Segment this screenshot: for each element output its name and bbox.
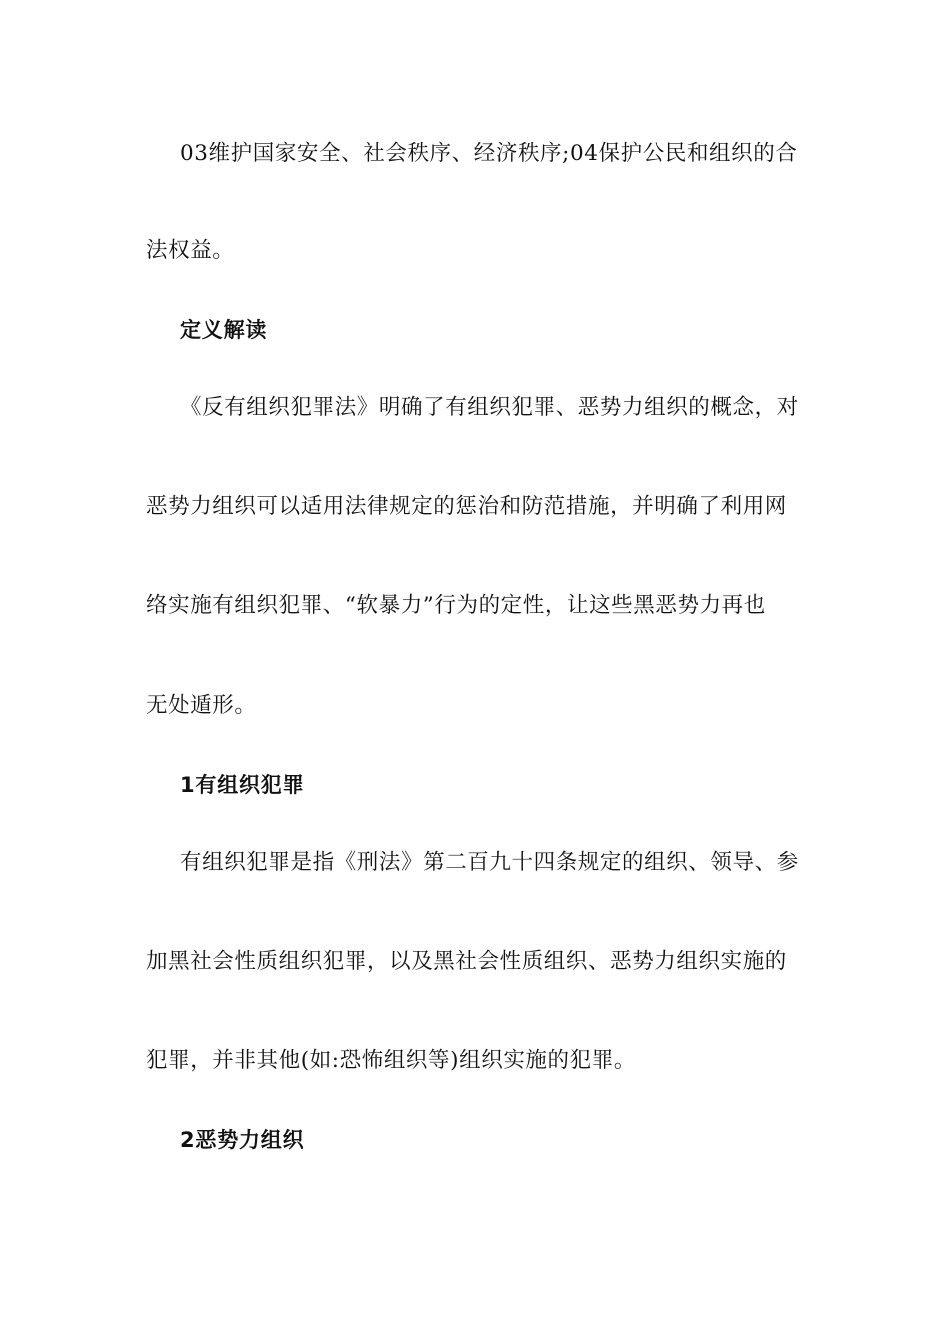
paragraph-line: 有组织犯罪是指《刑法》第二百九十四条规定的组织、领导、参 (180, 850, 799, 875)
paragraph-line: 恶势力组织可以适用法律规定的惩治和防范措施，并明确了利用网 (146, 494, 787, 519)
paragraph-line: 加黑社会性质组织犯罪，以及黑社会性质组织、恶势力组织实施的 (146, 949, 787, 974)
paragraph-line: 法权益。 (146, 238, 235, 263)
paragraph-line: 络实施有组织犯罪、“软暴力”行为的定性，让这些黑恶势力再也 (146, 593, 766, 618)
paragraph-line: 《反有组织犯罪法》明确了有组织犯罪、恶势力组织的概念，对 (180, 395, 799, 420)
section-heading-organized-crime: 1有组织犯罪 (180, 773, 305, 797)
paragraph-line: 03维护国家安全、社会秩序、经济秩序;04保护公民和组织的合 (180, 141, 798, 166)
section-heading-definition: 定义解读 (180, 318, 268, 342)
section-heading-evil-forces: 2恶势力组织 (180, 1128, 305, 1152)
paragraph-line: 犯罪，并非其他(如:恐怖组织等)组织实施的犯罪。 (146, 1048, 636, 1073)
paragraph-line: 无处遁形。 (146, 693, 257, 718)
